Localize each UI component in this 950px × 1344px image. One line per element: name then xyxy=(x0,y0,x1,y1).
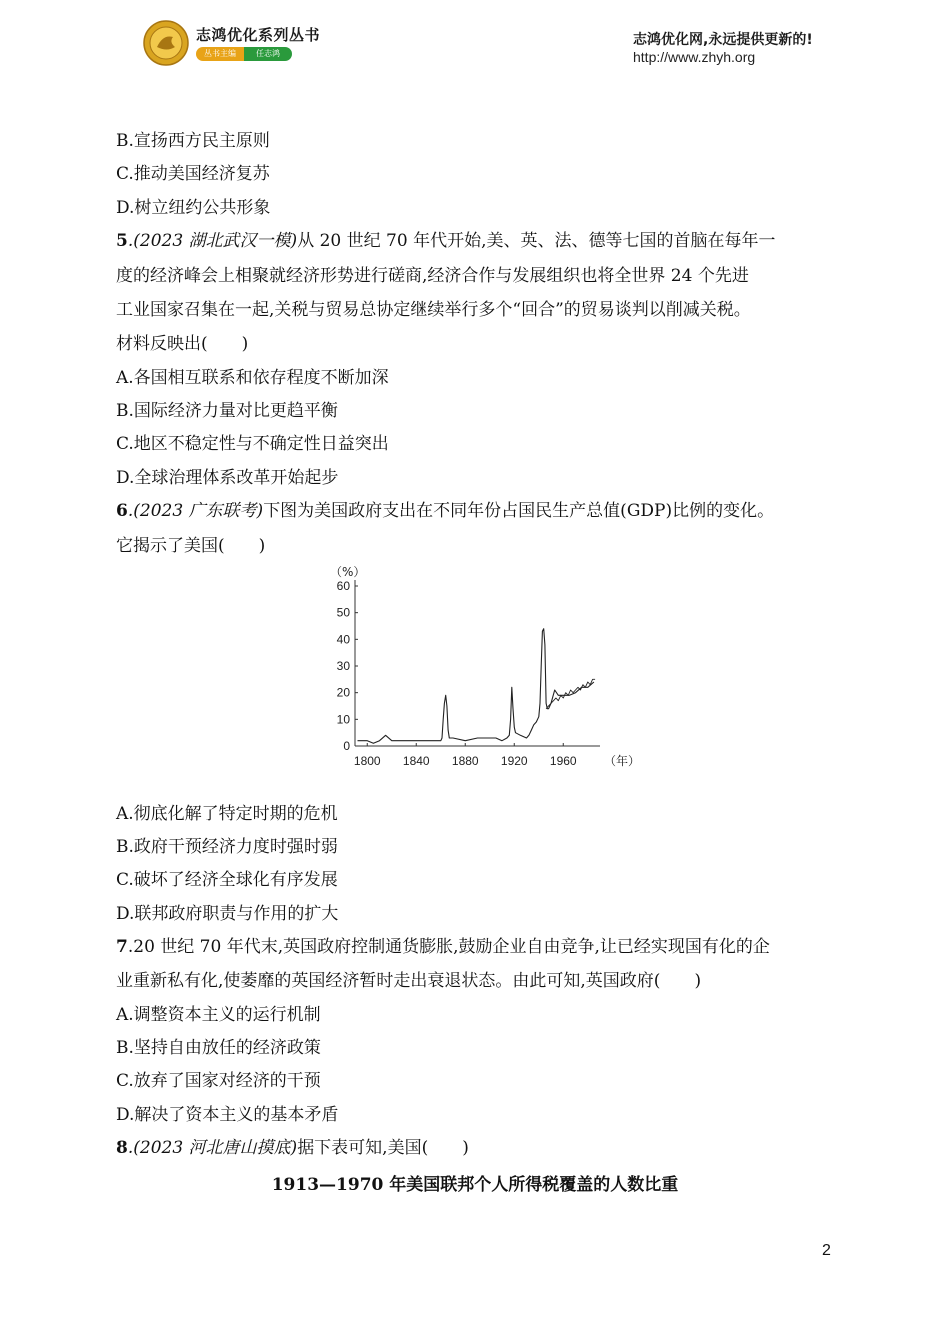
q7-option-b: B.坚持自由放任的经济政策 xyxy=(116,1038,321,1058)
q5-text: 从 20 世纪 70 年代开始,美、英、法、德等七国的首脑在每年一 xyxy=(297,231,776,251)
q5-option-c: C.地区不稳定性与不确定性日益突出 xyxy=(116,434,389,454)
y-tick-label: 0 xyxy=(343,739,350,753)
q4-option-d: D.树立纽约公共形象 xyxy=(116,198,271,218)
q7-option-d: D.解决了资本主义的基本矛盾 xyxy=(116,1105,339,1125)
q5-stem-line3: 工业国家召集在一起,关税与贸易总协定继续举行多个“回合”的贸易谈判以削减关税。 xyxy=(116,300,751,320)
q5-stem-line1 xyxy=(116,230,775,252)
q8-stem-line1 xyxy=(116,1137,469,1159)
q6-option-b: B.政府干预经济力度时强时弱 xyxy=(116,837,338,857)
q5-stem-line4: 材料反映出( ) xyxy=(116,334,249,354)
q8-text: 据下表可知,美国( ) xyxy=(297,1138,469,1158)
y-tick-label: 40 xyxy=(336,632,350,647)
q6-number: 6 xyxy=(116,501,128,521)
chart-axes xyxy=(355,580,600,746)
brand-subtitle xyxy=(196,47,292,61)
q6-option-a: A.彻底化解了特定时期的危机 xyxy=(116,804,338,824)
y-axis-label: （%） xyxy=(330,565,366,579)
x-tick-label: 1920 xyxy=(500,754,528,768)
q7-option-c: C.放弃了国家对经济的干预 xyxy=(116,1071,321,1091)
q5-option-a: A.各国相互联系和依存程度不断加深 xyxy=(116,368,389,388)
page-number: 2 xyxy=(822,1242,831,1259)
x-tick-label: 1840 xyxy=(402,754,430,768)
chief-editor-label: 丛书主编 xyxy=(196,47,244,61)
y-tick-label: 30 xyxy=(336,659,350,673)
q5-stem-line2: 度的经济峰会上相聚就经济形势进行磋商,经济合作与发展组织也将全世界 24 个先进 xyxy=(116,266,749,286)
x-axis-label: （年） xyxy=(604,754,640,768)
q8-number: 8 xyxy=(116,1138,128,1158)
q7-text: .20 世纪 70 年代末,英国政府控制通货膨胀,鼓励企业自由竞争,让已经实现国有化的企 xyxy=(127,937,770,957)
y-tick-label: 10 xyxy=(336,712,350,727)
site-url[interactable]: http://www.zhyh.org xyxy=(633,49,756,65)
q7-number: 7 xyxy=(116,937,128,957)
brand-title: 志鸿优化系列丛书 xyxy=(196,26,321,44)
q6-option-c: C.破坏了经济全球化有序发展 xyxy=(116,870,338,890)
x-tick-label: 1960 xyxy=(549,754,577,768)
q6-text: 下图为美国政府支出在不同年份占国民生产总值(GDP)比例的变化。 xyxy=(263,501,775,521)
q6-stem-line2: 它揭示了美国( ) xyxy=(116,536,266,556)
y-tick-label: 60 xyxy=(336,579,350,593)
q6-option-d: D.联邦政府职责与作用的扩大 xyxy=(116,904,339,924)
chief-editor-name: 任志鸿 xyxy=(244,47,292,61)
q5-option-b: B.国际经济力量对比更趋平衡 xyxy=(116,401,338,421)
y-tick-label: 20 xyxy=(336,685,350,700)
q7-stem-line1 xyxy=(116,936,770,958)
series-logo-icon xyxy=(143,20,189,66)
q5-source: .(2023 湖北武汉一模) xyxy=(127,231,298,251)
q6-source: .(2023 广东联考) xyxy=(127,501,264,521)
site-slogan: 志鸿优化网,永远提供更新的! xyxy=(633,32,813,48)
q8-table-title: 1913—1970 年美国联邦个人所得税覆盖的人数比重 xyxy=(271,1175,679,1195)
page-header xyxy=(0,0,950,80)
y-tick-label: 50 xyxy=(336,605,350,620)
q5-number: 5 xyxy=(116,231,128,251)
chart-series xyxy=(358,629,596,744)
q5-option-d: D.全球治理体系改革开始起步 xyxy=(116,468,339,488)
q7-stem-line2: 业重新私有化,使萎靡的英国经济暂时走出衰退状态。由此可知,英国政府( ) xyxy=(116,971,702,991)
q4-option-c: C.推动美国经济复苏 xyxy=(116,164,270,184)
series-line-main xyxy=(358,629,594,744)
q6-stem-line1 xyxy=(116,500,774,522)
x-tick-label: 1880 xyxy=(451,754,479,768)
x-tick-label: 1800 xyxy=(353,754,381,768)
q8-source: .(2023 河北唐山摸底) xyxy=(127,1138,298,1158)
gov-spending-chart xyxy=(320,560,640,775)
q7-option-a: A.调整资本主义的运行机制 xyxy=(116,1005,321,1025)
q4-option-b: B.宣扬西方民主原则 xyxy=(116,131,270,151)
